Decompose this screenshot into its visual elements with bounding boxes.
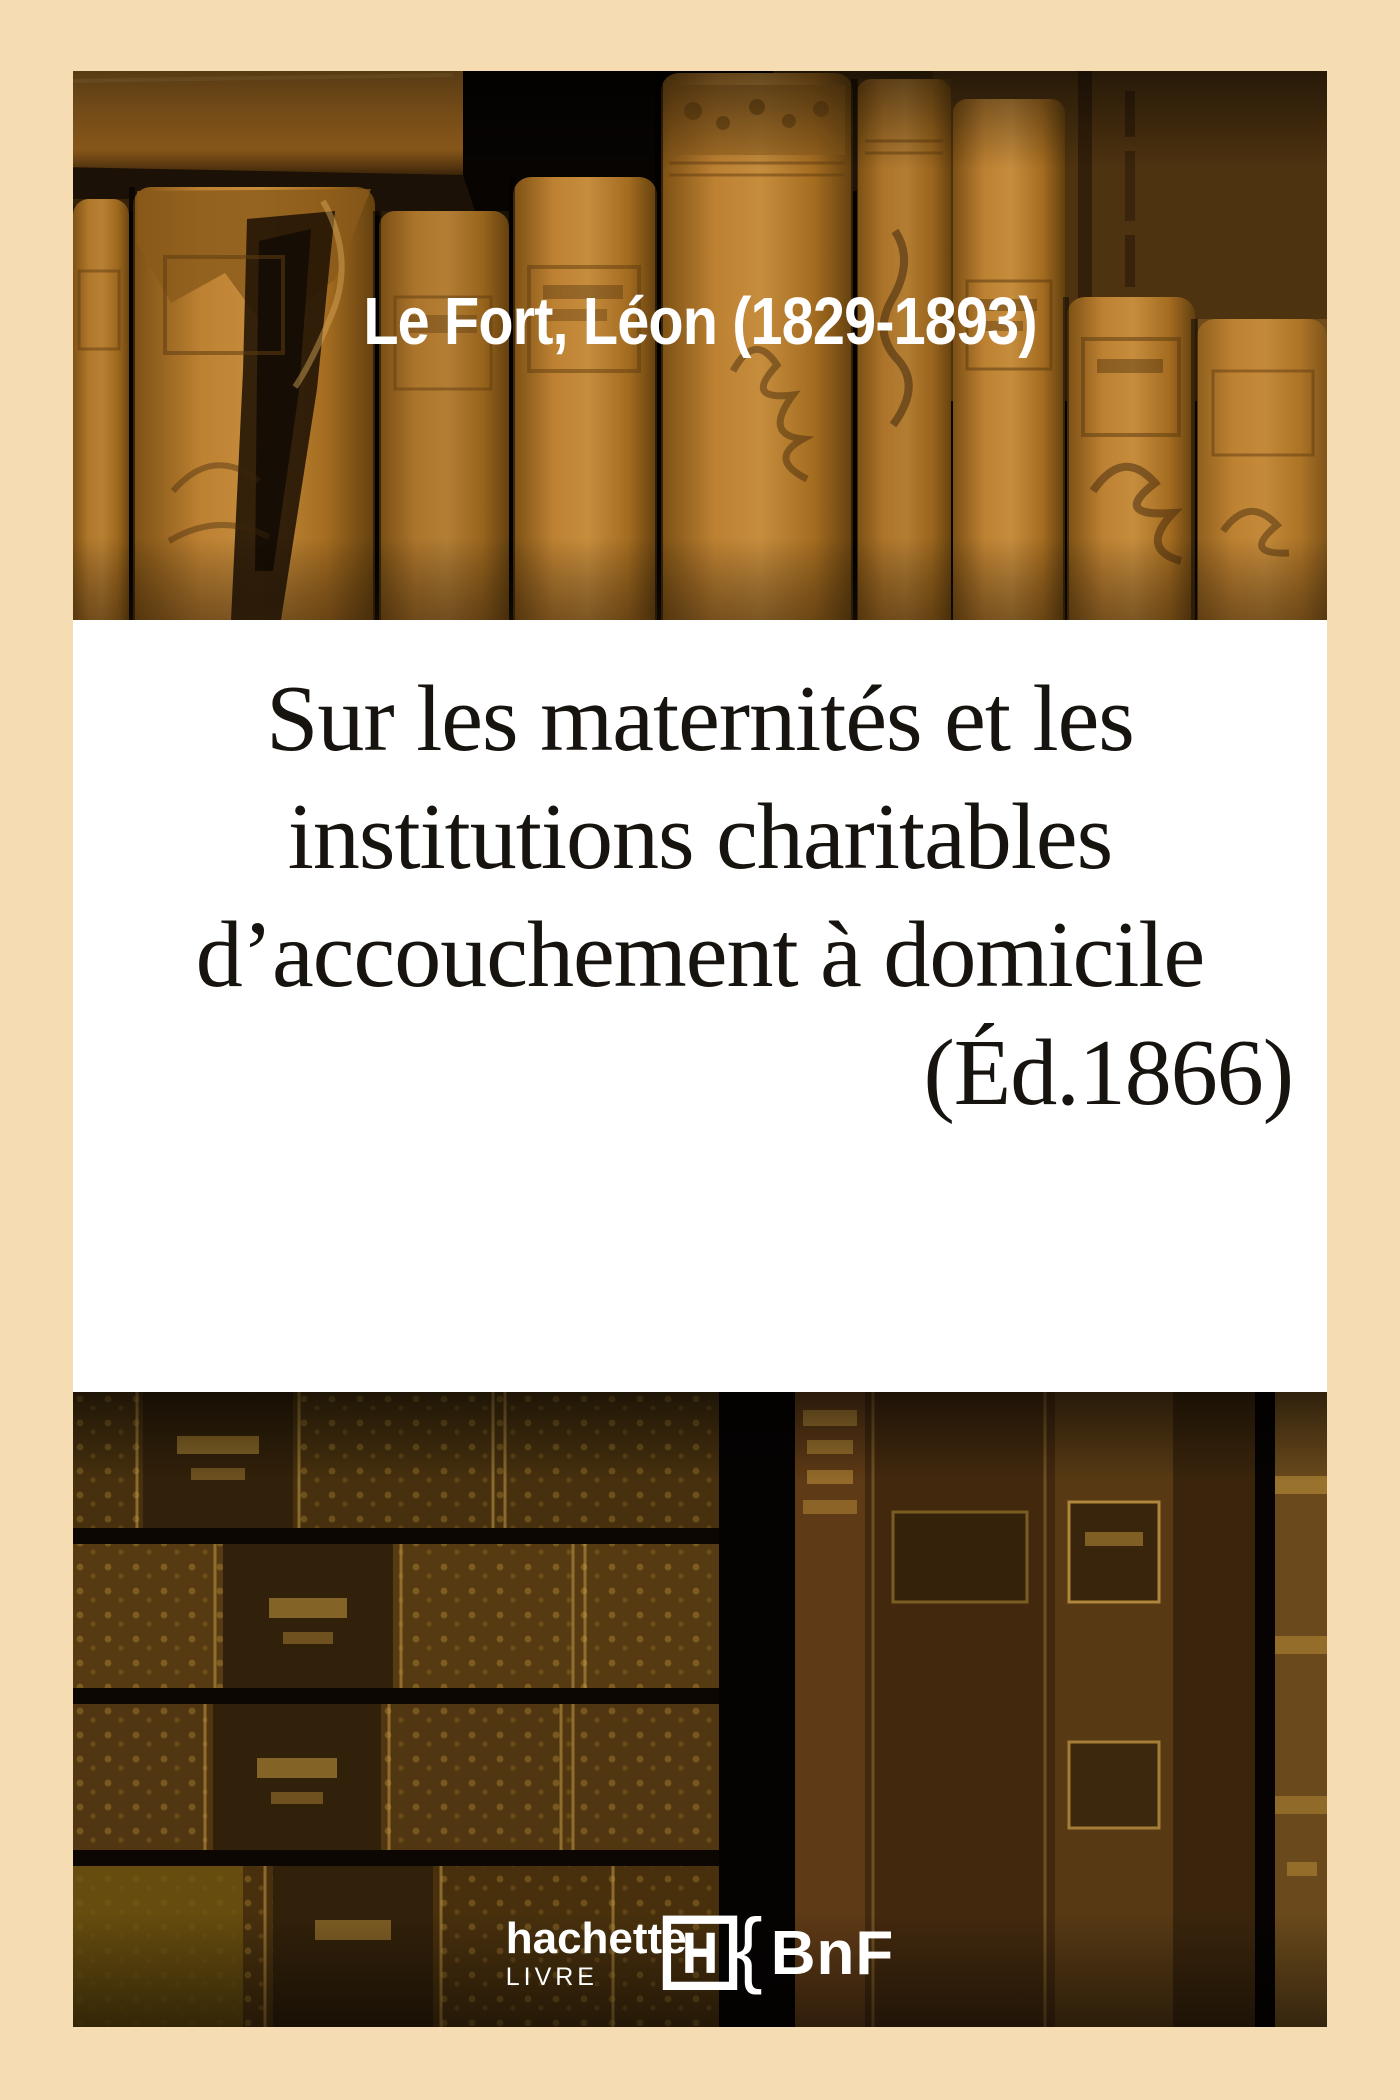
bnf-brace-icon: {	[734, 1901, 763, 1996]
book-title	[107, 660, 1293, 1132]
top-photo	[73, 71, 1327, 620]
title-line-3: d’accouchement à domicile	[195, 903, 1205, 1007]
hachette-name-label: hachette	[505, 1913, 687, 1963]
title-line-2: institutions charitables	[287, 785, 1113, 889]
hachette-logo	[505, 1913, 687, 1991]
author-name: Le Fort, Léon (1829-1893)	[363, 284, 1037, 359]
hachette-logo-icon	[73, 1915, 1327, 1991]
bottom-photo	[73, 1392, 1327, 2027]
publisher-logos	[73, 1901, 1327, 1996]
title-line-1: Sur les maternités et les	[266, 667, 1134, 771]
title-band	[73, 620, 1327, 1392]
edition-year: (Éd.1866)	[923, 1021, 1293, 1125]
cover-inner	[73, 71, 1327, 2027]
bnf-name-label: BnF	[770, 1918, 895, 1988]
hachette-livre-label: LIVRE	[505, 1962, 598, 1991]
